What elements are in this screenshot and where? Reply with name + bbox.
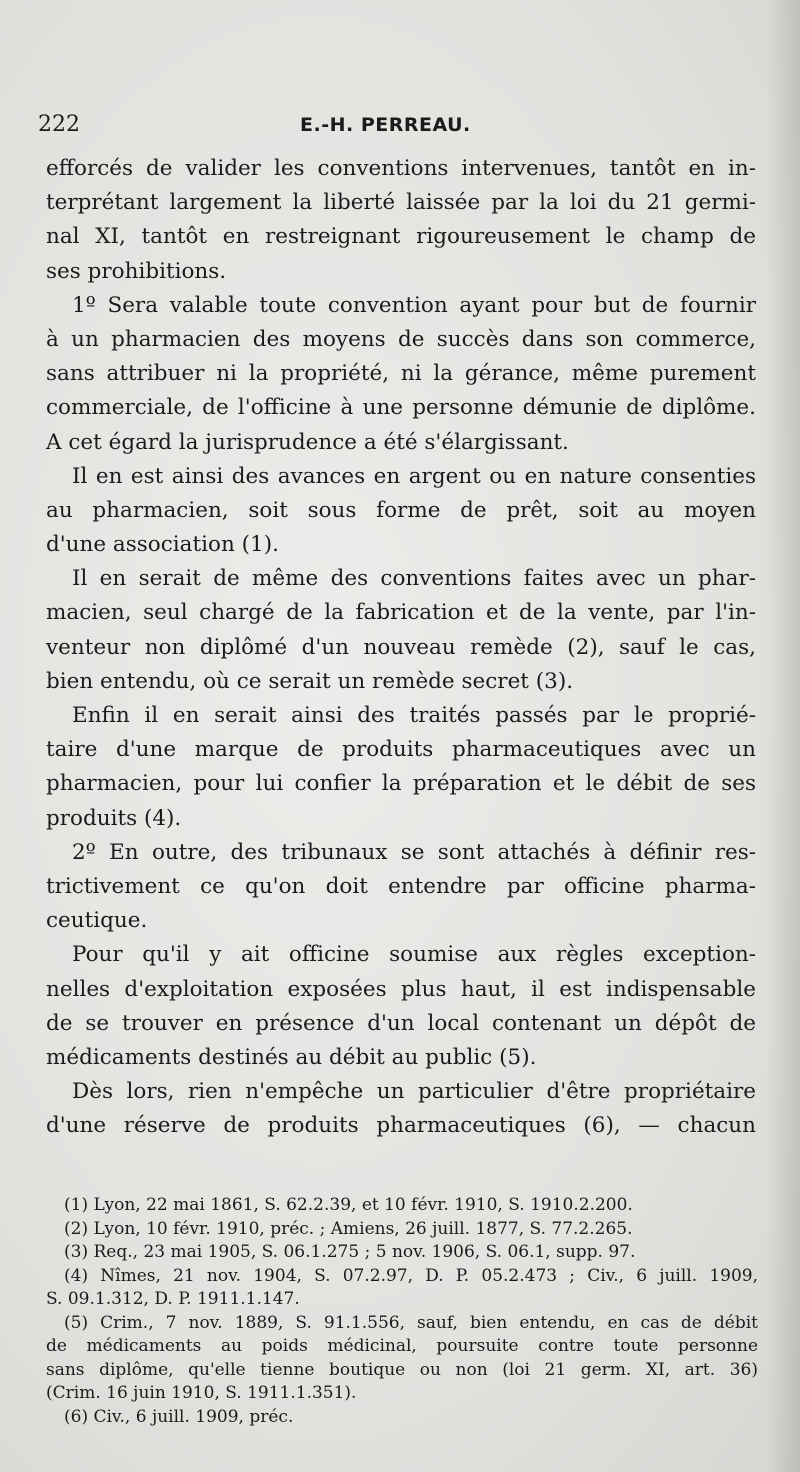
footnote-line: (6) Civ., 6 juill. 1909, préc. xyxy=(64,1406,294,1427)
text-line: bien entendu, où ce serait un remède secret (3). xyxy=(46,668,574,694)
text-line: trictivement ce qu'on doit entendre par officine pharma- xyxy=(46,873,756,899)
text-line: efforcés de valider les conventions intervenues, tantôt en in- xyxy=(46,156,756,181)
text-line: terprétant largement la liberté laissée par la loi du 21 germi- xyxy=(46,190,756,216)
footnote-line: (3) Req., 23 mai 1905, S. 06.1.275 ; 5 nov. 1906, S. 06.1, supp. 97. xyxy=(64,1242,636,1262)
page-number: 222 xyxy=(38,112,80,137)
text-line: commerciale, de l'officine à une personne démunie de diplôme. xyxy=(46,395,756,421)
footnote-line: (4) Nîmes, 21 nov. 1904, S. 07.2.97, D. P. 05.2.473 ; Civ., 6 juill. 1909, xyxy=(64,1265,758,1286)
text-line: taire d'une marque de produits pharmaceutiques avec un xyxy=(46,737,756,763)
footnote-line: de médicaments au poids médicinal, poursuite contre toute personne xyxy=(46,1336,758,1356)
text-line: Il en est ainsi des avances en argent ou en nature consenties xyxy=(72,463,756,489)
footnote-line: S. 09.1.312, D. P. 1911.1.147. xyxy=(46,1289,300,1309)
text-line: au pharmacien, soit sous forme de prêt, soit au moyen xyxy=(46,497,756,523)
text-line: produits (4). xyxy=(46,805,182,831)
running-head: E.-H. PERREAU. xyxy=(300,114,471,136)
text-line: à un pharmacien des moyens de succès dans son commerce, xyxy=(46,326,756,352)
text-line: nelles d'exploitation exposées plus haut, il est indispensable xyxy=(46,976,756,1002)
footnote-line: sans diplôme, qu'elle tienne boutique ou non (loi 21 germ. XI, art. 36) xyxy=(46,1359,758,1380)
text-line: nal XI, tantôt en restreignant rigoureusement le champ de xyxy=(46,224,756,250)
text-line: Il en serait de même des conventions faites avec un phar- xyxy=(72,566,756,592)
footnotes xyxy=(46,1194,758,1429)
text-line: d'une association (1). xyxy=(46,532,279,558)
text-line: venteur non diplômé d'un nouveau remède (2), sauf le cas, xyxy=(46,634,756,660)
footnote-line: (5) Crim., 7 nov. 1889, S. 91.1.556, sauf, bien entendu, en cas de débit xyxy=(64,1312,758,1333)
text-line: de se trouver en présence d'un local contenant un dépôt de xyxy=(46,1010,756,1036)
text-line: Pour qu'il y ait officine soumise aux règles exception- xyxy=(72,942,756,968)
text-line: 1º Sera valable toute convention ayant pour but de fournir xyxy=(72,292,756,318)
footnote-line: (1) Lyon, 22 mai 1861, S. 62.2.39, et 10 févr. 1910, S. 1910.2.200. xyxy=(64,1195,633,1215)
text-line: A cet égard la jurisprudence a été s'élargissant. xyxy=(46,429,569,455)
text-line: Enfin il en serait ainsi des traités passés par le proprié- xyxy=(72,703,756,728)
footnote-line: (2) Lyon, 10 févr. 1910, préc. ; Amiens, 26 juill. 1877, S. 77.2.265. xyxy=(64,1218,633,1239)
text-line: 2º En outre, des tribunaux se sont attachés à définir res- xyxy=(72,839,756,865)
footnote-line: (Crim. 16 juin 1910, S. 1911.1.351). xyxy=(46,1383,357,1403)
page-header xyxy=(38,112,778,146)
text-line: pharmacien, pour lui confier la préparation et le débit de ses xyxy=(46,771,756,797)
text-line: ceutique. xyxy=(46,908,148,934)
text-line: sans attribuer ni la propriété, ni la gérance, même purement xyxy=(46,361,756,387)
text-line: d'une réserve de produits pharmaceutiques (6), — chacun xyxy=(46,1113,756,1139)
body-text xyxy=(46,152,756,1143)
text-line: macien, seul chargé de la fabrication et de la vente, par l'in- xyxy=(46,600,756,626)
text-line: Dès lors, rien n'empêche un particulier d'être propriétaire xyxy=(72,1079,756,1105)
text-line: médicaments destinés au débit au public (5). xyxy=(46,1044,537,1070)
text-line: ses prohibitions. xyxy=(46,258,227,284)
